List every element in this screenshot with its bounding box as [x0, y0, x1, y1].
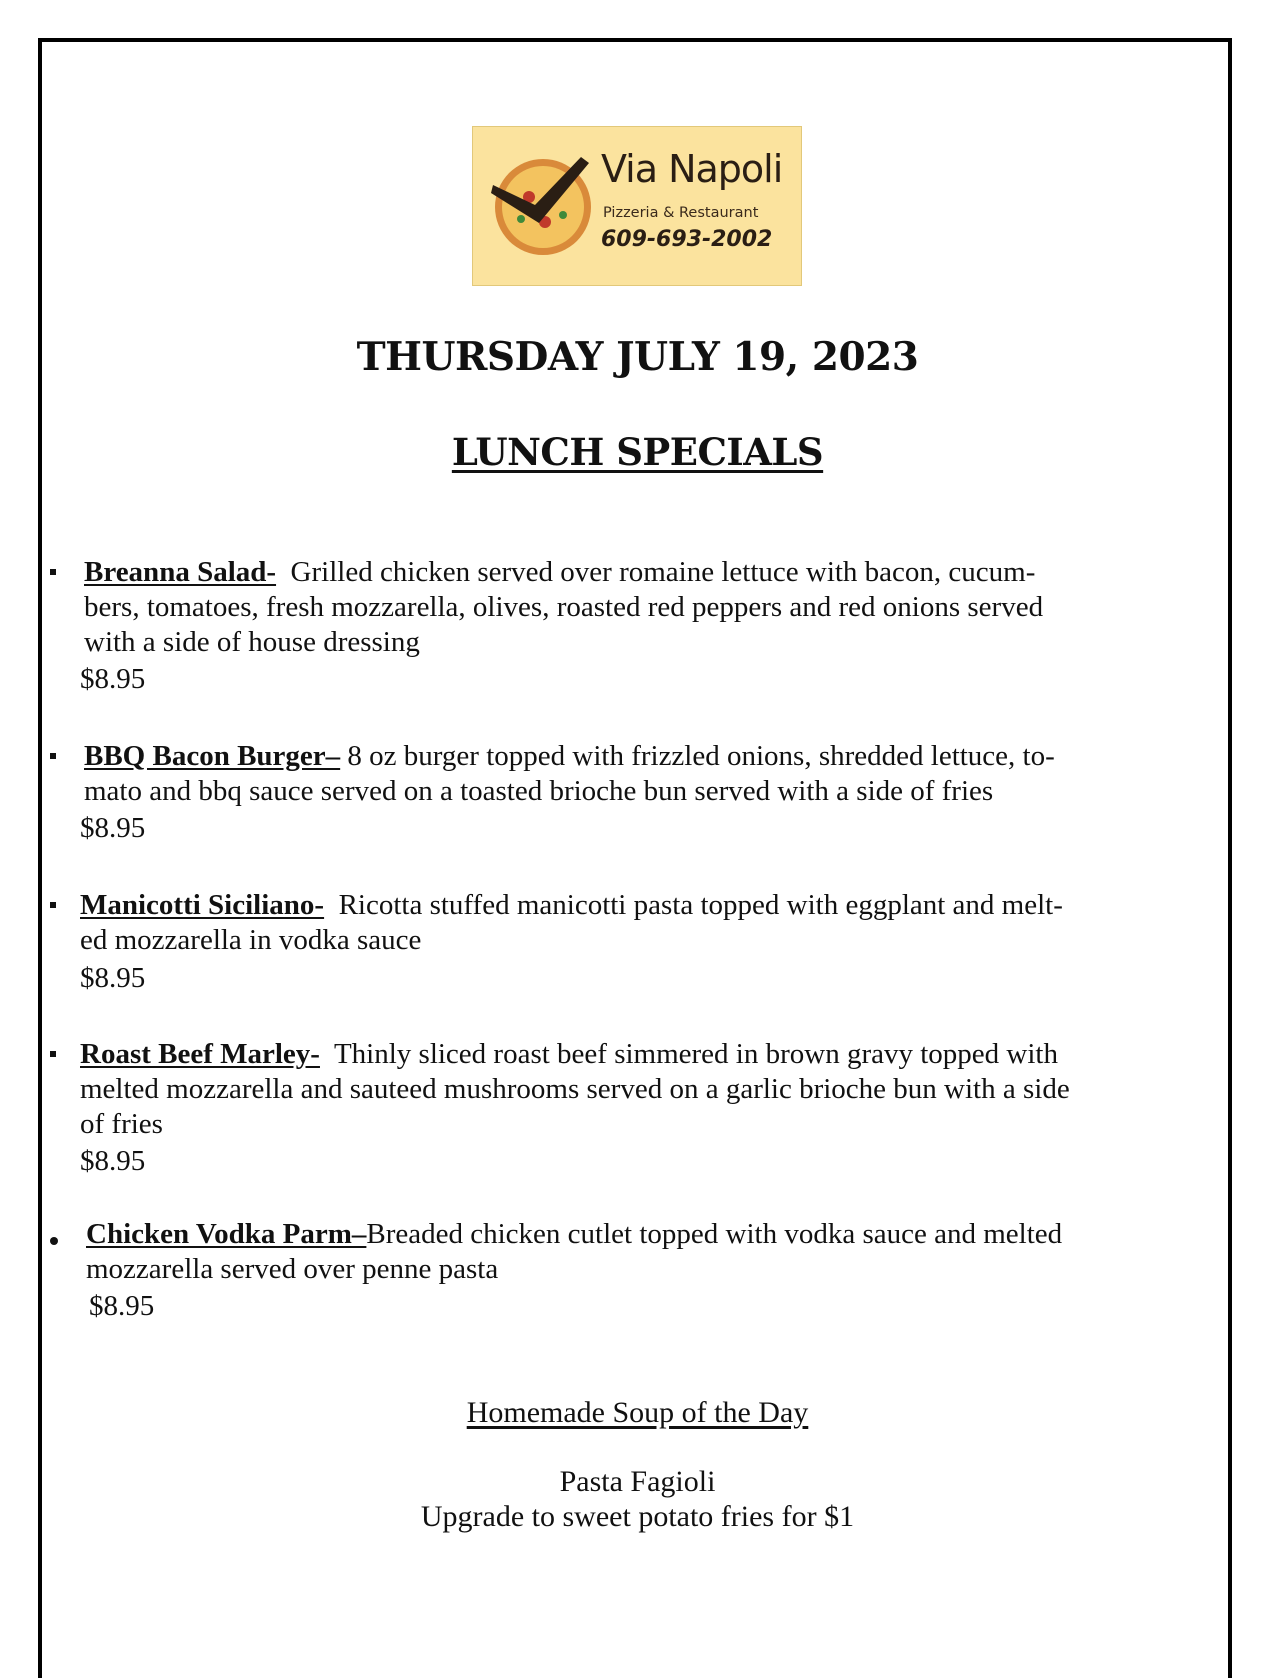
menu-item-name: Breanna Salad- — [84, 556, 277, 588]
menu-item-name: BBQ Bacon Burger– — [84, 740, 341, 772]
menu-item-description: Breaded chicken cutlet topped with vodka sauce and melted — [366, 1218, 1063, 1250]
logo-brand-name: Via Napoli — [601, 147, 783, 191]
menu-item-description: Ricotta stuffed manicotti pasta topped with eggplant and melt- — [338, 889, 1063, 921]
menu-item — [84, 555, 1224, 660]
menu-item-description-line: ed mozzarella in vodka sauce — [80, 924, 422, 956]
soup-heading: Homemade Soup of the Day — [466, 1396, 809, 1429]
menu-item-price: $8.95 — [89, 1290, 155, 1322]
bullet-icon — [50, 569, 56, 575]
menu-heading-text: LUNCH SPECIALS — [451, 430, 824, 474]
bullet-icon — [50, 1237, 58, 1245]
menu-item-name: Roast Beef Marley- — [80, 1038, 320, 1070]
menu-item-name: Chicken Vodka Parm– — [86, 1218, 367, 1250]
soup-name: Pasta Fagioli — [559, 1465, 716, 1498]
menu-item — [86, 1217, 1226, 1287]
menu-item-description-line: mato and bbq sauce served on a toasted brioche bun served with a side of fries — [84, 775, 994, 807]
menu-item-price: $8.95 — [80, 812, 146, 844]
menu-item-description: Thinly sliced roast beef simmered in brown gravy topped with — [333, 1038, 1058, 1070]
menu-item-name: Manicotti Siciliano- — [80, 889, 325, 921]
menu-item-price: $8.95 — [80, 1145, 146, 1177]
menu-item — [84, 739, 1224, 809]
menu-item-description-line: of fries — [80, 1108, 163, 1140]
menu-item-description: Grilled chicken served over romaine lettuce with bacon, cucum- — [290, 556, 1036, 588]
menu-item — [80, 1037, 1220, 1142]
restaurant-logo — [472, 126, 802, 286]
bullet-icon — [50, 902, 56, 908]
menu-item-description-line: with a side of house dressing — [84, 626, 420, 658]
bullet-icon — [50, 1051, 56, 1057]
menu-item-description-line: bers, tomatoes, fresh mozzarella, olives, roasted red peppers and red onions served — [84, 591, 1044, 623]
menu-heading — [0, 430, 1275, 474]
menu-item — [80, 888, 1220, 958]
menu-item-price: $8.95 — [80, 663, 146, 695]
menu-item-description-line: mozzarella served over penne pasta — [86, 1253, 499, 1285]
logo-subtitle: Pizzeria & Restaurant — [603, 205, 759, 221]
menu-item-price: $8.95 — [80, 962, 146, 994]
menu-item-description-line: melted mozzarella and sauteed mushrooms served on a garlic brioche bun with a side — [80, 1073, 1070, 1105]
upgrade-note: Upgrade to sweet potato fries for $1 — [420, 1500, 855, 1533]
logo-phone: 609-693-2002 — [601, 227, 773, 252]
bullet-icon — [50, 753, 56, 759]
menu-item-description: 8 oz burger topped with frizzled onions, shredded lettuce, to- — [347, 740, 1055, 772]
menu-date: THURSDAY JULY 19, 2023 — [356, 334, 919, 380]
